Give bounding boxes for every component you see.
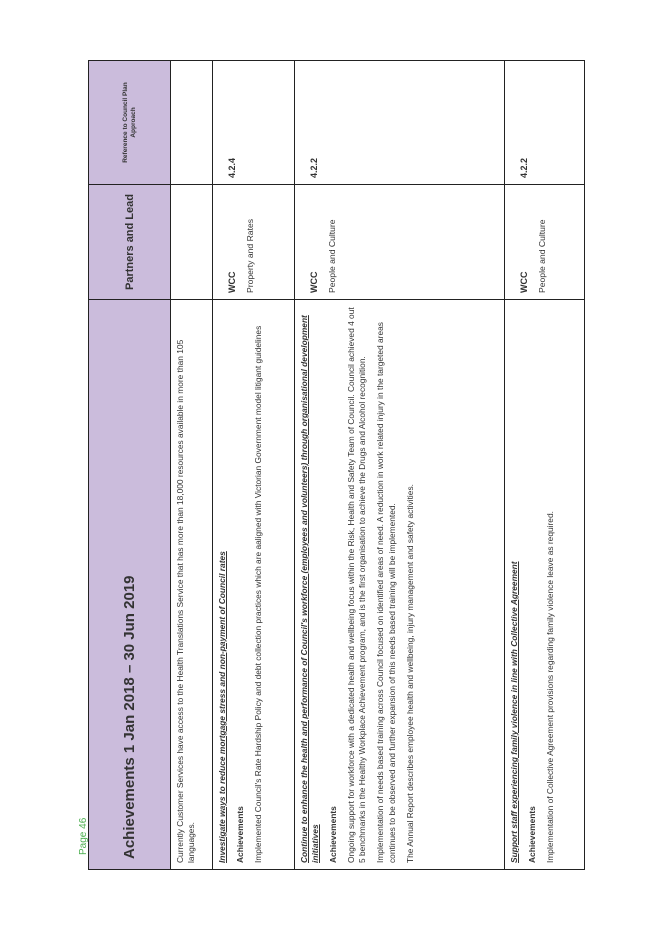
partner-cell xyxy=(295,185,505,300)
lead-name: People and Culture xyxy=(536,219,547,293)
row-heading: Continue to enhance the health and performance of Council's workforce (employees and volunteers) through organisational development initiatives xyxy=(299,315,321,863)
intro-partner-cell xyxy=(171,185,213,300)
table-row xyxy=(505,61,585,870)
page-number: Page 46 xyxy=(78,817,89,855)
achievement-cell xyxy=(213,300,295,870)
reference-code: 4.2.2 xyxy=(519,157,529,178)
partner-name: WCC xyxy=(227,271,237,293)
achievements-table-rotated xyxy=(88,60,556,870)
achievement-paragraph: Ongoing support for workforce with a dedicated health and wellbeing focus within the Risk, Health and Safety Team of Council. Council achieved 4 out 5 benchmarks in the Healthy Workplace Achievement program, and is the first organisation to achieve the Drugs and Alcohol recognition. xyxy=(346,307,368,863)
table-row-intro xyxy=(171,61,213,870)
achievement-cell xyxy=(295,300,505,870)
table-row xyxy=(295,61,505,870)
partner-name: WCC xyxy=(309,271,319,293)
achievements-label: Achievements xyxy=(328,806,339,863)
achievement-paragraph: Implemented Council's Rate Hardship Policy and debt collection practices which are aaligned with Victorian Government model litigant guidelines xyxy=(253,325,264,863)
partner-cell xyxy=(213,185,295,300)
reference-cell xyxy=(505,61,585,185)
header-achievements: Achievements 1 Jan 2018 – 30 Jun 2019 xyxy=(89,300,171,870)
row-heading: Support staff experiencing family violence in line with Collective Agreement xyxy=(509,561,519,863)
intro-reference-cell xyxy=(171,61,213,185)
lead-name: Property and Rates xyxy=(244,218,255,293)
reference-code: 4.2.4 xyxy=(227,157,237,178)
partner-cell xyxy=(505,185,585,300)
header-reference: Reference to Council Plan Approach xyxy=(89,61,171,185)
table-row xyxy=(213,61,295,870)
achievement-paragraph: Implementation of needs based training across Council focused on identified areas of need. A reduction in work related injury in the targeted areas continues to be observed and further expansion of this needs based training will be implemented. xyxy=(375,322,397,863)
achievements-label: Achievements xyxy=(235,806,246,863)
reference-cell xyxy=(213,61,295,185)
achievement-cell xyxy=(505,300,585,870)
intro-text: Currently Customer Services have access to the Health Translations Service that has more than 18,000 resources available in more than 105 languages. xyxy=(171,300,213,870)
reference-code: 4.2.2 xyxy=(309,157,319,178)
achievement-paragraph: The Annual Report describes employee health and wellbeing, injury management and safety activities. xyxy=(404,484,415,863)
achievements-table xyxy=(88,60,585,870)
lead-name: People and Culture xyxy=(326,219,337,293)
row-heading: Investigate ways to reduce mortgage stress and non-payment of Council rates xyxy=(217,551,227,863)
header-partners: Partners and Lead xyxy=(89,185,171,300)
reference-cell xyxy=(295,61,505,185)
achievements-label: Achievements xyxy=(527,806,538,863)
partner-name: WCC xyxy=(519,271,529,293)
achievement-paragraph: Implementation of Collective Agreement provisions regarding family violence leave as required. xyxy=(545,511,556,863)
